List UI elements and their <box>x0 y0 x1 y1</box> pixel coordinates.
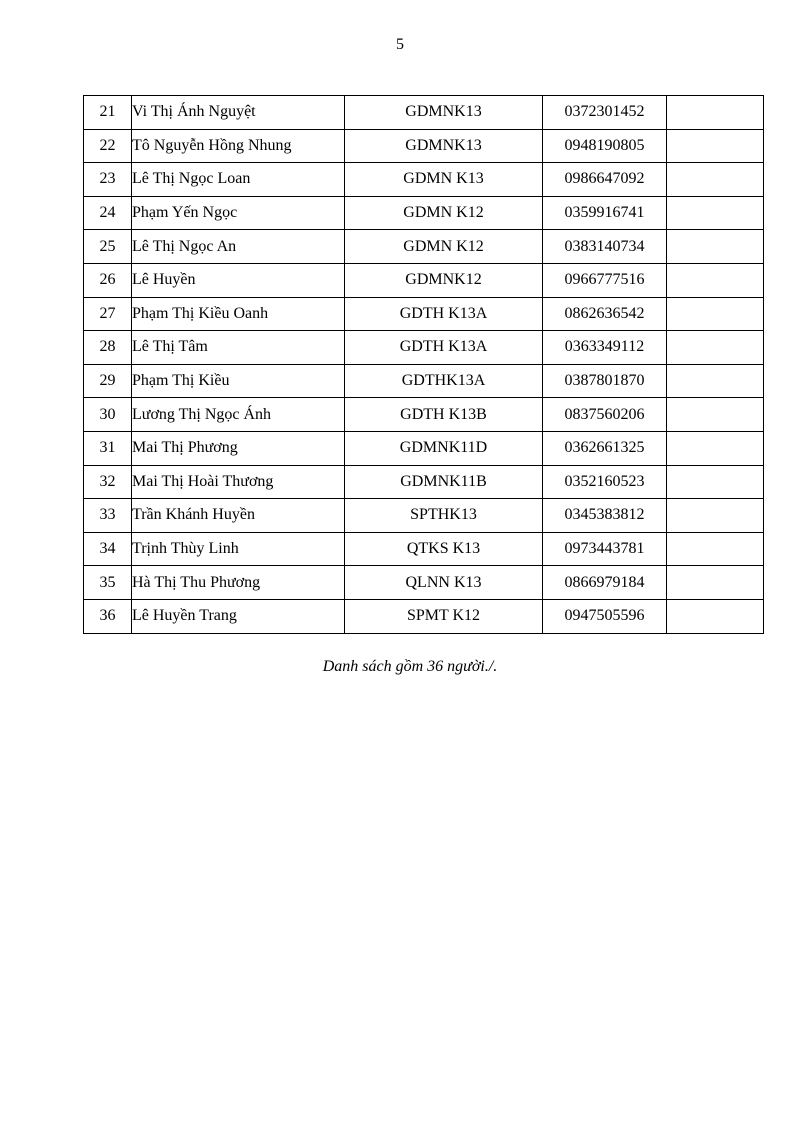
note-cell <box>667 532 764 566</box>
class-code: GDMN K12 <box>345 196 543 230</box>
table-row <box>84 96 764 130</box>
row-number: 23 <box>84 163 132 197</box>
table-row <box>84 263 764 297</box>
note-cell <box>667 297 764 331</box>
class-code: SPTHK13 <box>345 499 543 533</box>
class-code: GDTH K13B <box>345 398 543 432</box>
row-number: 36 <box>84 599 132 633</box>
note-cell <box>667 599 764 633</box>
note-cell <box>667 263 764 297</box>
row-number: 28 <box>84 331 132 365</box>
student-name: Lê Thị Ngọc An <box>132 230 345 264</box>
class-code: GDTH K13A <box>345 331 543 365</box>
table-row <box>84 431 764 465</box>
student-name: Vi Thị Ánh Nguyệt <box>132 96 345 130</box>
phone-number: 0352160523 <box>543 465 667 499</box>
note-cell <box>667 499 764 533</box>
note-cell <box>667 196 764 230</box>
table-row <box>84 465 764 499</box>
phone-number: 0973443781 <box>543 532 667 566</box>
note-cell <box>667 96 764 130</box>
class-code: QTKS K13 <box>345 532 543 566</box>
phone-number: 0359916741 <box>543 196 667 230</box>
note-cell <box>667 398 764 432</box>
phone-number: 0947505596 <box>543 599 667 633</box>
row-number: 25 <box>84 230 132 264</box>
class-code: GDMNK12 <box>345 263 543 297</box>
table-row <box>84 364 764 398</box>
table-row <box>84 499 764 533</box>
student-name: Lê Thị Ngọc Loan <box>132 163 345 197</box>
table-row <box>84 398 764 432</box>
table-row <box>84 599 764 633</box>
student-name: Phạm Thị Kiều Oanh <box>132 297 345 331</box>
note-cell <box>667 331 764 365</box>
student-name: Tô Nguyễn Hồng Nhung <box>132 129 345 163</box>
table-row <box>84 331 764 365</box>
phone-number: 0372301452 <box>543 96 667 130</box>
row-number: 34 <box>84 532 132 566</box>
row-number: 35 <box>84 566 132 600</box>
row-number: 29 <box>84 364 132 398</box>
row-number: 30 <box>84 398 132 432</box>
row-number: 27 <box>84 297 132 331</box>
phone-number: 0363349112 <box>543 331 667 365</box>
student-name: Lê Thị Tâm <box>132 331 345 365</box>
table-row <box>84 532 764 566</box>
page-number: 5 <box>396 36 404 53</box>
note-cell <box>667 431 764 465</box>
table-row <box>84 230 764 264</box>
row-number: 21 <box>84 96 132 130</box>
note-cell <box>667 566 764 600</box>
table-row <box>84 566 764 600</box>
student-name: Hà Thị Thu Phương <box>132 566 345 600</box>
class-code: GDTHK13A <box>345 364 543 398</box>
phone-number: 0866979184 <box>543 566 667 600</box>
row-number: 24 <box>84 196 132 230</box>
phone-number: 0362661325 <box>543 431 667 465</box>
student-name: Lê Huyền Trang <box>132 599 345 633</box>
row-number: 22 <box>84 129 132 163</box>
student-name: Phạm Thị Kiều <box>132 364 345 398</box>
class-code: GDMN K12 <box>345 230 543 264</box>
class-code: SPMT K12 <box>345 599 543 633</box>
class-code: GDTH K13A <box>345 297 543 331</box>
row-number: 33 <box>84 499 132 533</box>
closing-note: Danh sách gồm 36 người./. <box>322 658 498 675</box>
class-code: GDMNK13 <box>345 129 543 163</box>
student-name: Mai Thị Hoài Thương <box>132 465 345 499</box>
row-number: 32 <box>84 465 132 499</box>
phone-number: 0862636542 <box>543 297 667 331</box>
note-cell <box>667 163 764 197</box>
student-name: Trịnh Thùy Linh <box>132 532 345 566</box>
note-cell <box>667 129 764 163</box>
table-row <box>84 129 764 163</box>
class-code: GDMN K13 <box>345 163 543 197</box>
phone-number: 0948190805 <box>543 129 667 163</box>
table-row <box>84 297 764 331</box>
phone-number: 0966777516 <box>543 263 667 297</box>
class-code: GDMNK11D <box>345 431 543 465</box>
row-number: 31 <box>84 431 132 465</box>
row-number: 26 <box>84 263 132 297</box>
phone-number: 0345383812 <box>543 499 667 533</box>
table-row <box>84 196 764 230</box>
phone-number: 0387801870 <box>543 364 667 398</box>
student-name: Mai Thị Phương <box>132 431 345 465</box>
phone-number: 0383140734 <box>543 230 667 264</box>
note-cell <box>667 364 764 398</box>
table-row <box>84 163 764 197</box>
class-code: GDMNK11B <box>345 465 543 499</box>
note-cell <box>667 465 764 499</box>
class-code: GDMNK13 <box>345 96 543 130</box>
phone-number: 0837560206 <box>543 398 667 432</box>
roster-body <box>84 96 764 634</box>
student-name: Trần Khánh Huyền <box>132 499 345 533</box>
student-name: Phạm Yến Ngọc <box>132 196 345 230</box>
note-cell <box>667 230 764 264</box>
phone-number: 0986647092 <box>543 163 667 197</box>
student-name: Lương Thị Ngọc Ánh <box>132 398 345 432</box>
student-name: Lê Huyền <box>132 263 345 297</box>
class-code: QLNN K13 <box>345 566 543 600</box>
student-roster-table <box>83 95 764 634</box>
